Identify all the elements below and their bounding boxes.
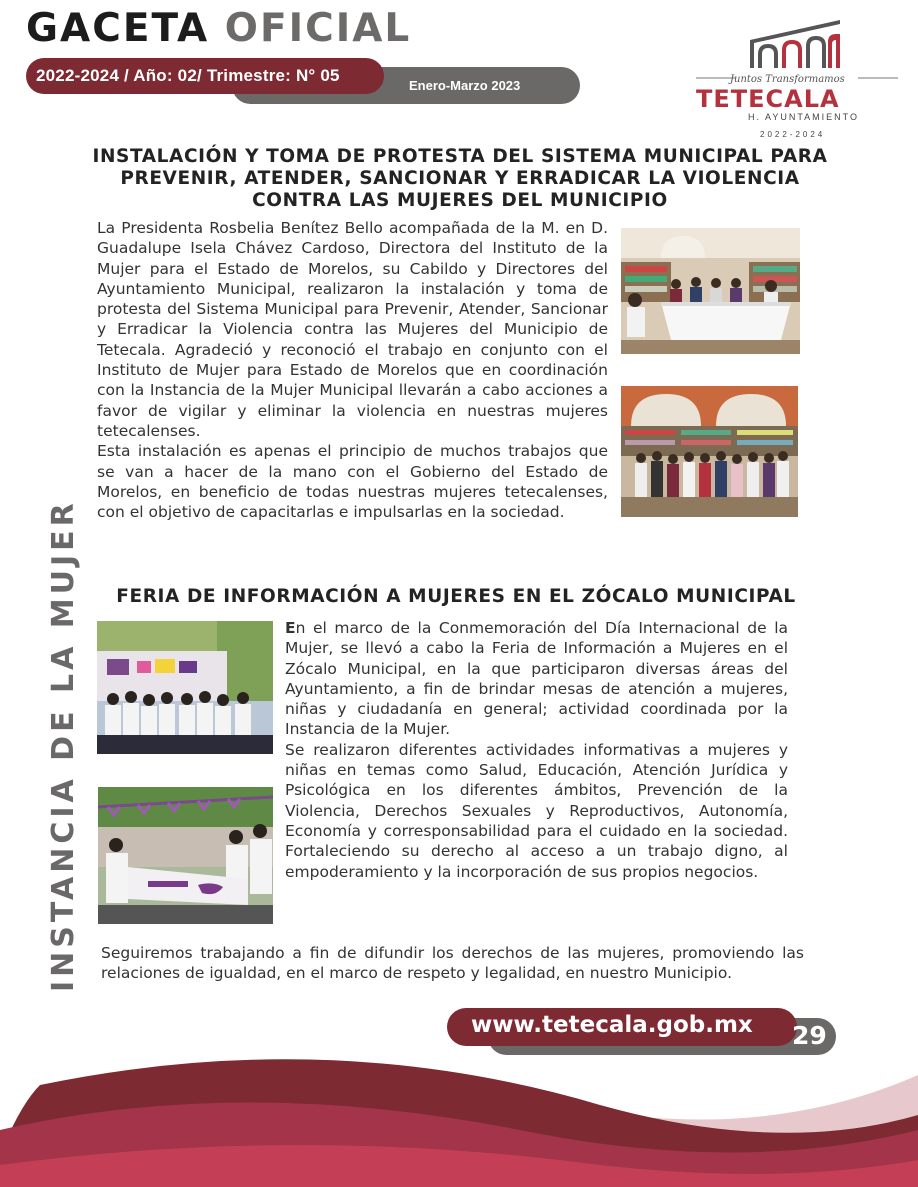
decorative-waves bbox=[0, 1035, 918, 1187]
gazette-title-part1: GACETA bbox=[26, 6, 210, 51]
logo-subtitle: H. AYUNTAMIENTO bbox=[748, 112, 860, 122]
edition-text: 2022-2024 / Año: 02/ Trimestre: N° 05 bbox=[36, 66, 340, 85]
edition-pill bbox=[26, 58, 384, 94]
page-number: 29 bbox=[792, 1021, 827, 1050]
logo-years: 2022-2024 bbox=[760, 130, 826, 139]
article2-paragraph3: Seguiremos trabajando a fin de difundir los derechos de las mujeres, promoviendo las relaciones de igualdad, en el marco de respeto y legalidad, en nuestro Municipio. bbox=[101, 944, 804, 983]
logo-name: TETECALA bbox=[696, 85, 840, 113]
article2-paragraph1: En el marco de la Conmemoración del Día Internacional de la Mujer, se llevó a cabo la Feria de Información a Mujeres en el Zócalo Municipal, en la que participaron diversas áreas del Ayuntamiento, a fin de brindar mesas de atención a mujeres, niñas y ciudadanía en general; actividad coordinada por la Instancia de la Mujer. bbox=[285, 619, 788, 739]
tetecala-logo bbox=[690, 10, 905, 140]
arches-logo-icon bbox=[690, 10, 905, 80]
period-text: Enero-Marzo 2023 bbox=[409, 78, 521, 93]
photo-fair-booth bbox=[97, 621, 273, 754]
article2-body bbox=[285, 618, 788, 882]
website-url: www.tetecala.gob.mx bbox=[471, 1012, 753, 1038]
article1-title: INSTALACIÓN Y TOMA DE PROTESTA DEL SISTEMA MUNICIPAL PARA PREVENIR, ATENDER, SANCIONAR Y ERRADICAR LA VIOLENCIA CONTRA LAS MUJERES DEL MUNICIPIO bbox=[92, 146, 828, 211]
gazette-title bbox=[26, 6, 411, 51]
photo-group-library bbox=[621, 386, 798, 517]
article1-paragraph2: Esta instalación es apenas el principio de muchos trabajos que se van a hacer de la mano con el Gobierno del Estado de Morelos, en beneficio de todas nuestras mujeres tetecalenses, con el objetivo de capacitarlas e impulsarlas en la sociedad. bbox=[97, 442, 608, 522]
article2-title: FERIA DE INFORMACIÓN A MUJERES EN EL ZÓCALO MUNICIPAL bbox=[116, 586, 796, 607]
article2-paragraph2: Se realizaron diferentes actividades informativas a mujeres y niñas en temas como Salud, Educación, Atención Jurídica y Psicológica en los diferentes ámbitos, Prevención de la Violencia, Derechos Sexuales y Reproductivos, Autonomía, Economía y corresponsabilidad para el cuidado en la sociedad. Fortaleciendo su derecho al acceso a un trabajo digno, al empoderamiento y la incorporación de sus propios negocios. bbox=[285, 740, 788, 881]
article1-body bbox=[97, 218, 608, 522]
photo-meeting-table bbox=[621, 228, 800, 354]
article1-paragraph1: La Presidenta Rosbelia Benítez Bello acompañada de la M. en D. Guadalupe Isela Chávez Cardoso, Directora del Instituto de la Mujer para el Estado de Morelos, su Cabildo y Directores del Ayuntamiento Municipal, realizaron la instalación y toma de protesta del Sistema Municipal para Prevenir, Atender, Sancionar y Erradicar la Violencia contra las Mujeres del Municipio de Tetecala. Agradeció y reconoció el trabajo en conjunto con el Instituto de Mujer para Estado de Morelos que en coordinación con la Instancia de la Mujer Municipal llevarán a cabo acciones a favor de vigilar y eliminar la violencia en nuestras mujeres tetecalenses. bbox=[97, 219, 608, 440]
gazette-title-part2: OFICIAL bbox=[224, 6, 412, 51]
section-label-vertical: INSTANCIA DE LA MUJER bbox=[46, 499, 81, 992]
logo-tagline: Juntos Transformamos bbox=[730, 74, 845, 85]
photo-fair-table bbox=[98, 787, 273, 924]
